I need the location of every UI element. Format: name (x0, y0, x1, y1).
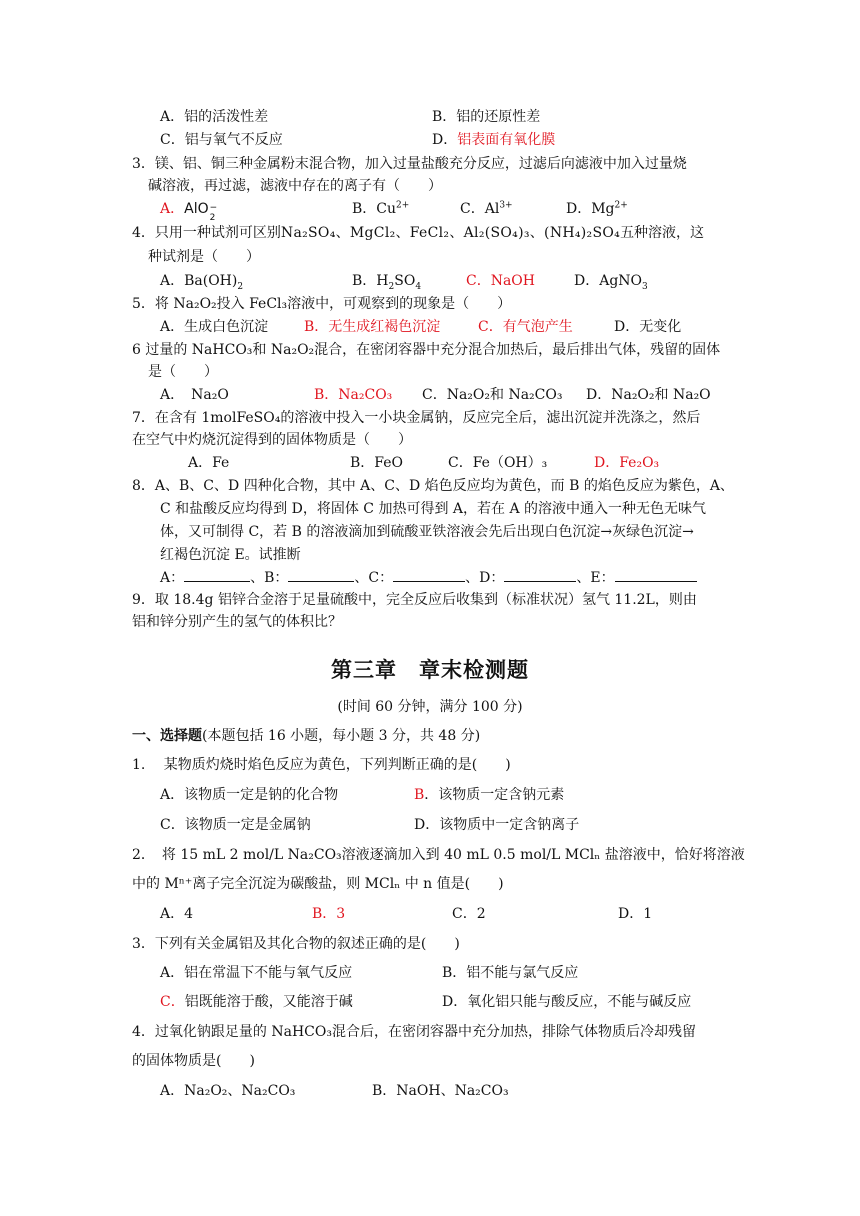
q4-reagents: Na₂SO₄、MgCl₂、FeCl₂、Al₂(SO₄)₃、(NH₄)₂SO₄ (280, 225, 621, 241)
p3-option-c-label: C． (160, 994, 185, 1010)
q3-option-b (352, 200, 409, 218)
q8-line3: 体，又可制得 C，若 B 的溶液滴加到硫酸亚铁溶液会先后出现白色沉淀→灰绿色沉淀→ (160, 524, 694, 540)
q2-option-a: A．铝的活泼性差 (160, 109, 269, 125)
p3-option-c-text: 铝既能溶于酸，又能溶于碱 (184, 994, 353, 1010)
section-heading-note: (本题包括 16 小题，每小题 3 分，共 48 分) (202, 728, 481, 744)
p2-option-a: A．4 (160, 906, 194, 922)
q3-option-c-label: C．Al (460, 201, 500, 217)
p1-option-b: B．该物质一定含钠元素 (414, 787, 565, 803)
q6-stem-line1: 6 过量的 NaHCO₃和 Na₂O₂混合，在密闭容器中充分混合加热后，最后排出气体，残留的固体 (132, 342, 721, 358)
q3-option-d (566, 200, 628, 218)
q7-option-c: C．Fe（OH）₃ (448, 455, 548, 471)
q3-option-d-label: D．Mg (566, 201, 615, 217)
q4-option-b-so: SO (394, 273, 416, 289)
q3-option-a-sub: 2 (209, 213, 216, 223)
q5-option-b: B．无生成红褐色沉淀 (304, 319, 441, 335)
p3-option-c (160, 993, 353, 1011)
p1-option-a: A．该物质一定是钠的化合物 (160, 787, 339, 803)
q5-option-d: D．无变化 (614, 319, 682, 335)
q8-blank-a-label: A： (160, 570, 185, 586)
q6-option-a: A． Na₂O (160, 387, 229, 403)
q4-option-d: D．AgNO$_3$ (574, 273, 648, 292)
q6-option-d: D．Na₂O₂和 Na₂O (586, 387, 711, 403)
q8-line1: 8．A、B、C、D 四种化合物，其中 A、C、D 焰色反应均为黄色，而 B 的焰色反应为紫色，A、 (132, 478, 734, 494)
p3-option-d: D．氧化铝只能与酸反应，不能与碱反应 (442, 994, 692, 1010)
p1-stem: 1. 某物质灼烧时焰色反应为黄色，下列判断正确的是( ) (132, 757, 511, 773)
q8-line4: 红褐色沉淀 E。试推断 (160, 547, 301, 563)
q2-option-d-label: D． (432, 132, 458, 148)
chapter-subtitle: (时间 60 分钟，满分 100 分) (337, 699, 523, 715)
q3-option-b-label: B．Cu (352, 201, 397, 217)
q8-blank-c-label: 、C： (354, 570, 394, 586)
p2-option-d: D．1 (618, 906, 653, 922)
q3-option-a-formula (184, 201, 218, 223)
q7-stem-line1: 7．在含有 1molFeSO₄的溶液中投入一小块金属钠，反应完全后，滤出沉淀并洗涤之，然后 (132, 410, 701, 426)
q6-stem-line2: 是（ ） (148, 364, 218, 380)
q8-blank-b[interactable] (288, 569, 354, 582)
q8-blank-a[interactable] (184, 569, 250, 582)
q8-blank-d-label: 、D： (465, 570, 505, 586)
p4-option-b: B．NaOH、Na₂CO₃ (372, 1083, 509, 1099)
section-heading-title: 一、选择题 (132, 728, 202, 744)
p3-option-a: A．铝在常温下不能与氧气反应 (160, 965, 353, 981)
p2-stem-line1: 2． 将 15 mL 2 mol/L Na₂CO₃溶液逐滴加入到 40 mL 0.5 mol/L MClₙ 盐溶液中，恰好将溶液 (132, 847, 745, 863)
p1-option-b-text: ．该物质一定含钠元素 (424, 787, 565, 803)
q9-line2: 铝和锌分别产生的氢气的体积比？ (132, 614, 342, 630)
p3-option-b: B．铝不能与氯气反应 (442, 965, 579, 981)
q3-option-a-base: AlO (184, 201, 209, 217)
q9-line1: 9．取 18.4g 铝锌合金溶于足量硫酸中，完全反应后收集到（标准状况）氢气 11.2L，则由 (132, 592, 697, 608)
q3-option-b-sup: 2+ (396, 200, 410, 211)
p2-option-b: B．3 (312, 906, 346, 922)
q8-line2: C 和盐酸反应均得到 D，将固体 C 加热可得到 A，若在 A 的溶液中通入一种无色无味气 (160, 501, 707, 517)
q5-option-a: A．生成白色沉淀 (160, 319, 269, 335)
q2-option-d (432, 131, 555, 149)
q8-blank-b-label: 、B： (250, 570, 289, 586)
q4-option-a (160, 272, 243, 290)
q6-option-b: B．Na₂CO₃ (314, 387, 393, 403)
q8-blank-e[interactable] (615, 569, 697, 582)
q8-answer-blanks (160, 569, 697, 587)
q3-option-a (160, 200, 218, 223)
q4-option-a-text: A．Ba(OH) (160, 273, 238, 289)
q4-option-b-h: B．H (352, 273, 389, 289)
p3-stem: 3．下列有关金属铝及其化合物的叙述正确的是( ) (132, 936, 460, 952)
q3-option-a-label: A． (160, 201, 185, 217)
q7-stem-line2: 在空气中灼烧沉淀得到的固体物质是（ ） (132, 432, 412, 448)
q4-stem-suffix: 五种溶液，这 (620, 225, 705, 241)
q5-option-c: C．有气泡产生 (478, 319, 573, 335)
p4-stem-line1: 4．过氧化钠跟足量的 NaHCO₃混合后，在密闭容器中充分加热，排除气体物质后冷却残留 (132, 1024, 696, 1040)
q3-option-d-sup: 2+ (614, 200, 628, 211)
q6-option-c: C．Na₂O₂和 Na₂CO₃ (422, 387, 563, 403)
q4-stem-line2: 种试剂是（ ） (148, 249, 260, 265)
q7-option-d: D．Fe₂O₃ (594, 455, 660, 471)
q4-option-a-sub: 2 (237, 281, 244, 292)
q4-option-c: C．NaOH (466, 273, 535, 289)
p2-option-c: C．2 (452, 906, 486, 922)
q8-blank-c[interactable] (393, 569, 465, 582)
p4-option-a: A．Na₂O₂、Na₂CO₃ (160, 1083, 296, 1099)
q4-stem-prefix: 4．只用一种试剂可区别 (132, 225, 281, 241)
section-heading (132, 727, 480, 745)
q8-blank-e-label: 、E： (576, 570, 615, 586)
q3-stem-line1: 3．镁、铝、铜三种金属粉末混合物，加入过量盐酸充分反应，过滤后向滤液中加入过量烧 (132, 156, 687, 172)
p4-stem-line2: 的固体物质是( ) (132, 1053, 255, 1069)
q7-option-b: B．FeO (350, 455, 403, 471)
q4-option-b: B．$H_2SO_4$ (352, 273, 422, 292)
q7-option-a: A．Fe (188, 455, 230, 471)
q3-option-c-sup: 3+ (499, 200, 513, 211)
q2-option-c: C．铝与氧气不反应 (160, 132, 283, 148)
q3-option-a-sup: − (209, 203, 218, 213)
q4-stem-line1 (132, 224, 704, 242)
q3-stem-line2: 碱溶液，再过滤，滤液中存在的离子有（ ） (148, 178, 442, 194)
q8-blank-d[interactable] (504, 569, 576, 582)
p2-stem-line2: 中的 Mⁿ⁺离子完全沉淀为碳酸盐，则 MClₙ 中 n 值是( ) (132, 876, 504, 892)
q4-option-d-text: D．AgNO (574, 273, 643, 289)
p1-option-c: C．该物质一定是金属钠 (160, 817, 311, 833)
chapter-title: 第三章 章末检测题 (331, 658, 529, 682)
q3-option-c (460, 200, 513, 218)
q2-answer: 铝表面有氧化膜 (457, 132, 556, 148)
p1-option-d: D．该物质中一定含钠离子 (414, 817, 580, 833)
q5-stem: 5．将 Na₂O₂投入 FeCl₃溶液中，可观察到的现象是（ ） (132, 296, 512, 312)
q2-option-b: B．铝的还原性差 (432, 109, 541, 125)
